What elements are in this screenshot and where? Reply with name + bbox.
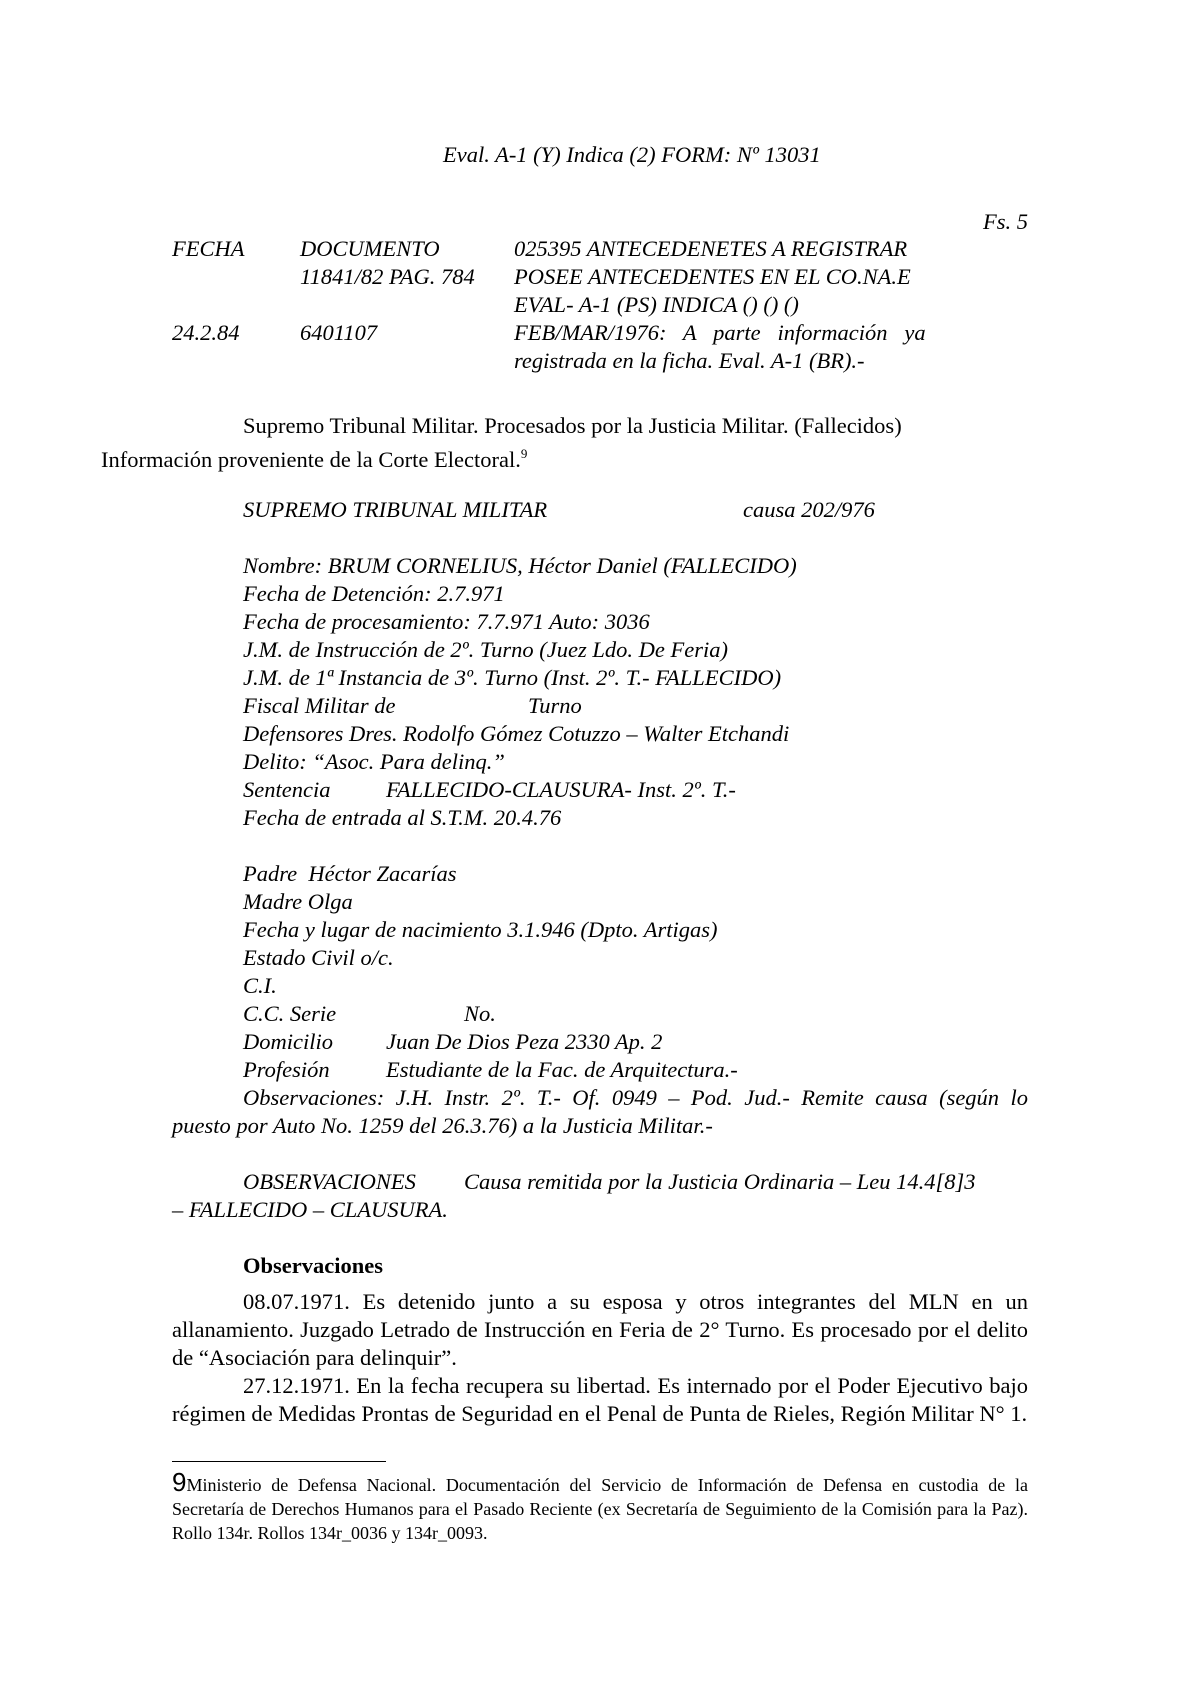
page-header: Eval. A-1 (Y) Indica (2) FORM: Nº 13031	[443, 142, 821, 167]
record-line: Madre Olga	[243, 889, 353, 914]
record-value: Juan De Dios Peza 2330 Ap. 2	[386, 1029, 663, 1054]
footnote	[172, 1467, 1028, 1545]
observaciones-label: OBSERVACIONES	[243, 1169, 416, 1194]
record-label: Fiscal Militar de	[243, 693, 396, 718]
table-cell: 025395 ANTECEDENETES A REGISTRAR	[514, 236, 908, 261]
body-paragraph: 27.12.1971. En la fecha recupera su libertad. Es internado por el Poder Ejecutivo bajo régimen de Medidas Prontas de Seguridad en el Penal de Punta de Rieles, Región Militar N° 1.	[172, 1373, 1028, 1426]
record-line: Fecha y lugar de nacimiento 3.1.946 (Dpto. Artigas)	[243, 917, 718, 942]
footnote-text: Ministerio de Defensa Nacional. Documentación del Servicio de Información de Defensa en custodia de la Secretaría de Derechos Humanos para el Pasado Reciente (ex Secretaría de Seguimiento de la Comisión para la Paz). Rollo 134r. Rollos 134r_0036 y 134r_0093.	[172, 1475, 1028, 1543]
intro-line: Información proveniente de la Corte Electoral.	[101, 446, 521, 472]
table-cell: FEB/MAR/1976: A parte información ya	[514, 320, 926, 345]
record-value: Turno	[528, 693, 582, 718]
record-line: Estado Civil o/c.	[243, 945, 394, 970]
record-label: C.C. Serie	[243, 1001, 337, 1026]
folio-number: Fs. 5	[983, 209, 1028, 234]
body-paragraph: 08.07.1971. Es detenido junto a su esposa y otros integrantes del MLN en un allanamiento. Juzgado Letrado de Instrucción en Feria de 2° Turno. Es procesado por el delito de “Asociación para delinquir”.	[172, 1289, 1028, 1370]
record-line: Fecha de procesamiento: 7.7.971 Auto: 3036	[243, 609, 650, 634]
record-line: Fecha de entrada al S.T.M. 20.4.76	[243, 805, 562, 830]
table-cell: registrada en la ficha. Eval. A-1 (BR).-	[514, 348, 865, 373]
stm-title: SUPREMO TRIBUNAL MILITAR	[243, 497, 548, 522]
footnote-divider	[172, 1461, 386, 1462]
record-line: J.M. de 1ª Instancia de 3º. Turno (Inst. 2º. T.- FALLECIDO)	[243, 665, 782, 690]
section-heading: Observaciones	[243, 1253, 383, 1278]
table-header-documento: DOCUMENTO	[300, 236, 440, 261]
observaciones-text: – FALLECIDO – CLAUSURA.	[172, 1197, 448, 1222]
record-label: Profesión	[243, 1057, 330, 1082]
record-line: Nombre: BRUM CORNELIUS, Héctor Daniel (FALLECIDO)	[243, 553, 797, 578]
record-label: Sentencia	[243, 777, 331, 802]
record-line: C.I.	[243, 973, 277, 998]
record-value: FALLECIDO-CLAUSURA- Inst. 2º. T.-	[386, 777, 736, 802]
intro-paragraph	[101, 412, 1028, 474]
record-value: No.	[464, 1001, 496, 1026]
record-line: J.M. de Instrucción de 2º. Turno (Juez Ldo. De Feria)	[243, 637, 729, 662]
stm-causa: causa 202/976	[743, 497, 875, 522]
record-label: Domicilio	[243, 1029, 333, 1054]
observaciones-text: Causa remitida por la Justicia Ordinaria – Leu 14.4[8]3	[464, 1169, 976, 1194]
table-cell: 24.2.84	[172, 320, 240, 345]
record-value: Estudiante de la Fac. de Arquitectura.-	[386, 1057, 738, 1082]
record-line: Observaciones: J.H. Instr. 2º. T.- Of. 0949 – Pod. Jud.- Remite causa (según lo	[243, 1085, 1028, 1110]
record-line: Defensores Dres. Rodolfo Gómez Cotuzzo – Walter Etchandi	[243, 721, 790, 746]
table-cell: 6401107	[300, 320, 378, 345]
record-line: Padre Héctor Zacarías	[243, 861, 457, 886]
table-cell: 11841/82 PAG. 784	[300, 264, 475, 289]
table-cell: EVAL- A-1 (PS) INDICA () () ()	[514, 292, 799, 317]
record-line: puesto por Auto No. 1259 del 26.3.76) a la Justicia Militar.-	[172, 1113, 713, 1138]
intro-line: Supremo Tribunal Militar. Procesados por la Justicia Militar. (Fallecidos)	[243, 413, 902, 438]
footnote-number: 9	[172, 1467, 187, 1497]
record-line: Delito: “Asoc. Para delinq.”	[243, 749, 505, 774]
record-line: Fecha de Detención: 2.7.971	[243, 581, 505, 606]
table-cell: POSEE ANTECEDENTES EN EL CO.NA.E	[514, 264, 911, 289]
footnote-ref: 9	[520, 446, 528, 461]
table-header-fecha: FECHA	[172, 236, 245, 261]
